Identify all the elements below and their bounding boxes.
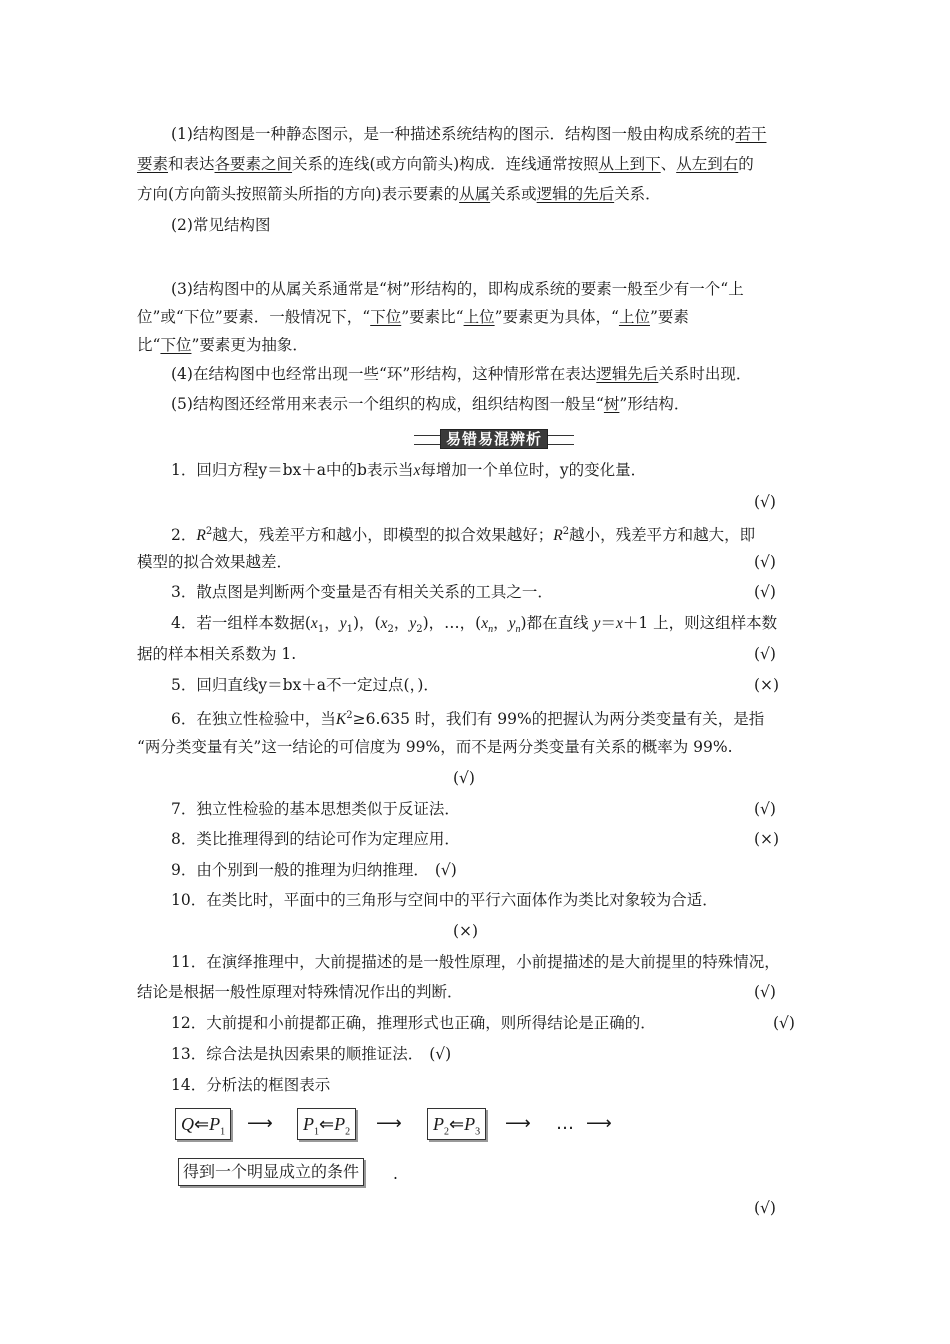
item-1-mark: (√) xyxy=(754,493,776,511)
subscript: 1 xyxy=(314,1126,319,1138)
math-var: Q xyxy=(181,1114,194,1134)
item-4-line-1: 4．若一组样本数据($x_1$，$y_1$)，($x_2$，$y_2$)，…，($x_n$，$y_n$)都在直线 y＝x＋1 上，则这组样本数 xyxy=(171,614,778,636)
text: 的 xyxy=(738,155,754,173)
para-4 xyxy=(171,364,751,384)
item-12-mark: (√) xyxy=(773,1014,795,1032)
text: 6．在独立性检验中，当 xyxy=(171,710,336,729)
underline-blank: 各要素之间 xyxy=(214,155,293,173)
implied-by-symbol: ⇐ xyxy=(194,1114,210,1134)
text: 关系时出现． xyxy=(658,365,752,383)
para-1-line-2 xyxy=(137,154,754,174)
text: ”要素更为抽象． xyxy=(191,336,308,354)
flow-arrow-1: ⟶ xyxy=(247,1113,273,1134)
math-var: y xyxy=(339,615,347,632)
subscript: 3 xyxy=(475,1126,481,1138)
underline-blank: 从左到右 xyxy=(676,155,739,173)
text: ≥6.635 时，我们有 99%的把握认为两分类变量有关，是指 xyxy=(352,710,765,729)
item-11-line-1: 11．在演绎推理中，大前提描述的是一般性原理，小前提描述的是大前提里的特殊情况， xyxy=(171,953,780,971)
math-var: y xyxy=(508,615,516,632)
text: 13．综合法是执因索果的顺推证法． xyxy=(171,1045,424,1063)
math-var: P xyxy=(464,1114,476,1134)
superscript: 2 xyxy=(205,526,213,537)
text: 1．回归方程y＝bx＋a中的b表示当 xyxy=(171,461,414,479)
underline-blank: 从上到下 xyxy=(598,155,661,173)
item-10-mark: (×) xyxy=(453,922,479,940)
subscript: 1 xyxy=(220,1126,226,1138)
item-2-line-1 xyxy=(171,522,755,546)
final-period: . xyxy=(393,1165,398,1183)
item-7-mark: (√) xyxy=(754,800,776,818)
math-var: R xyxy=(553,527,563,545)
underline-blank: 从属 xyxy=(459,185,491,203)
math-var: R xyxy=(196,527,206,545)
item-5-mark: (×) xyxy=(754,676,780,694)
text: ”要素比“ xyxy=(401,308,464,326)
text: 越小，残差平方和越大，即 xyxy=(569,526,756,545)
underline-blank: 下位 xyxy=(370,308,402,326)
math-var: y xyxy=(593,615,601,632)
text: 关系或 xyxy=(490,185,537,203)
flow-box-1 xyxy=(175,1108,231,1140)
underline-blank: 上位 xyxy=(463,308,495,326)
subscript: 2 xyxy=(345,1126,351,1138)
text: (4)在结构图中也经常出现一些“环”形结构，这种情形常在表达 xyxy=(171,365,597,383)
math-var: P xyxy=(303,1114,314,1134)
item-5: 5．回归直线y＝bx＋a不一定过点(，)． xyxy=(171,676,439,694)
text: 每增加一个单位时，y的变化量． xyxy=(420,461,647,479)
underline-blank: 树 xyxy=(603,395,620,413)
math-var: P xyxy=(334,1114,346,1134)
implied-by-symbol: ⇐ xyxy=(449,1114,465,1134)
text: ＝ xyxy=(600,614,616,632)
underline-blank: 下位 xyxy=(160,336,192,354)
math-var: x xyxy=(413,462,421,479)
item-4-mark: (√) xyxy=(754,645,776,663)
underline-blank: 要素 xyxy=(137,155,169,173)
text: ＋1 上，则这组样本数 xyxy=(622,614,778,632)
superscript: 2 xyxy=(562,526,570,537)
text: ”要素 xyxy=(649,308,689,326)
item-8: 8．类比推理得到的结论可作为定理应用． xyxy=(171,830,460,848)
item-13 xyxy=(171,1044,451,1064)
item-12: 12．大前提和小前提都正确，推理形式也正确，则所得结论是正确的． xyxy=(171,1014,656,1032)
text: 4．若一组样本数据( xyxy=(171,614,311,632)
underline-blank: 若干 xyxy=(735,125,767,143)
banner-title: 易错易混辨析 xyxy=(440,429,548,449)
math-var: K xyxy=(335,711,347,729)
flow-arrow-2: ⟶ xyxy=(376,1113,402,1134)
item-9-mark: (√) xyxy=(434,861,457,879)
item-6-line-1 xyxy=(171,706,764,730)
item-3-mark: (√) xyxy=(754,583,776,601)
subscript: 1 xyxy=(346,624,353,636)
item-3: 3．散点图是判断两个变量是否有相关关系的工具之一． xyxy=(171,583,553,601)
text: 9．由个别到一般的推理为归纳推理． xyxy=(171,861,429,879)
math-var: P xyxy=(209,1114,221,1134)
para-3-line-3 xyxy=(137,335,308,355)
item-11-mark: (√) xyxy=(754,983,776,1001)
item-9 xyxy=(171,860,457,880)
para-5 xyxy=(171,394,689,414)
item-7: 7．独立性检验的基本思想类似于反证法． xyxy=(171,800,460,818)
text: 关系的连线(或方向箭头)构成．连线通常按照 xyxy=(292,155,599,173)
text: (5)结构图还经常用来表示一个组织的构成，组织结构图一般呈“ xyxy=(171,395,604,413)
flow-arrow-4: ⟶ xyxy=(586,1113,612,1134)
subscript: 2 xyxy=(416,624,423,636)
item-2-line-2: 模型的拟合效果越差． xyxy=(137,553,293,571)
text: 关系． xyxy=(614,185,661,203)
item-10: 10．在类比时，平面中的三角形与空间中的平行六面体作为类比对象较为合适． xyxy=(171,891,718,909)
item-6-mark: (√) xyxy=(453,769,475,787)
underline-blank: 上位 xyxy=(618,308,650,326)
flow-ellipsis: … xyxy=(556,1113,574,1134)
text: (1)结构图是一种静态图示，是一种描述系统结构的图示．结构图一般由构成系统的 xyxy=(171,125,736,143)
text: 、 xyxy=(660,155,677,173)
flow-arrow-3: ⟶ xyxy=(505,1113,531,1134)
item-6-line-2: “两分类变量有关”这一结论的可信度为 99%，而不是两分类变量有关系的概率为 99%. xyxy=(137,738,733,756)
text: 方向(方向箭头按照箭头所指的方向)表示要素的 xyxy=(137,185,460,203)
text: 越大，残差平方和越小，即模型的拟合效果越好； xyxy=(212,526,554,545)
para-1-line-3 xyxy=(137,184,661,204)
subscript: n xyxy=(515,624,521,636)
item-2-mark: (√) xyxy=(754,553,776,571)
flow-box-2 xyxy=(297,1108,356,1140)
math-var: P xyxy=(433,1114,444,1134)
item-14: 14．分析法的框图表示 xyxy=(171,1076,331,1094)
implied-by-symbol: ⇐ xyxy=(319,1114,335,1134)
para-1-line-1 xyxy=(171,124,766,144)
para-3-line-2 xyxy=(137,307,689,327)
text: 和表达 xyxy=(168,155,215,173)
item-8-mark: (×) xyxy=(754,830,780,848)
para-2: (2)常见结构图 xyxy=(171,216,271,234)
math-var: x xyxy=(615,615,623,632)
math-var: x xyxy=(380,615,388,632)
math-var: x xyxy=(481,615,489,632)
subscript: 2 xyxy=(387,624,394,636)
text: 2． xyxy=(171,526,197,545)
math-var: y xyxy=(409,615,417,632)
item-1 xyxy=(171,460,646,481)
item-14-mark: (√) xyxy=(754,1199,776,1217)
underline-blank: 逻辑先后 xyxy=(596,365,659,383)
subscript: n xyxy=(488,624,494,636)
text: 位”或“下位”要素．一般情况下，“ xyxy=(137,308,371,326)
subscript: 2 xyxy=(444,1126,449,1138)
text: ”形结构． xyxy=(619,395,690,413)
item-4-line-2: 据的样本相关系数为 1. xyxy=(137,645,297,663)
text: 都在直线 xyxy=(526,614,589,632)
text: ”要素更为具体，“ xyxy=(494,308,619,326)
item-11-line-2: 结论是根据一般性原理对特殊情况作出的判断． xyxy=(137,983,463,1001)
flow-box-3 xyxy=(427,1108,486,1140)
superscript: 2 xyxy=(346,710,353,721)
subscript: 1 xyxy=(317,624,325,636)
text: 比“ xyxy=(137,336,161,354)
item-13-mark: (√) xyxy=(429,1045,452,1063)
section-banner xyxy=(414,429,574,449)
underline-blank: 逻辑的先后 xyxy=(536,185,615,203)
math-var: x xyxy=(310,615,318,632)
para-3-line-1: (3)结构图中的从属关系通常是“树”形结构的，即构成系统的要素一般至少有一个“上 xyxy=(171,280,744,298)
final-condition-box: 得到一个明显成立的条件 xyxy=(178,1158,364,1186)
